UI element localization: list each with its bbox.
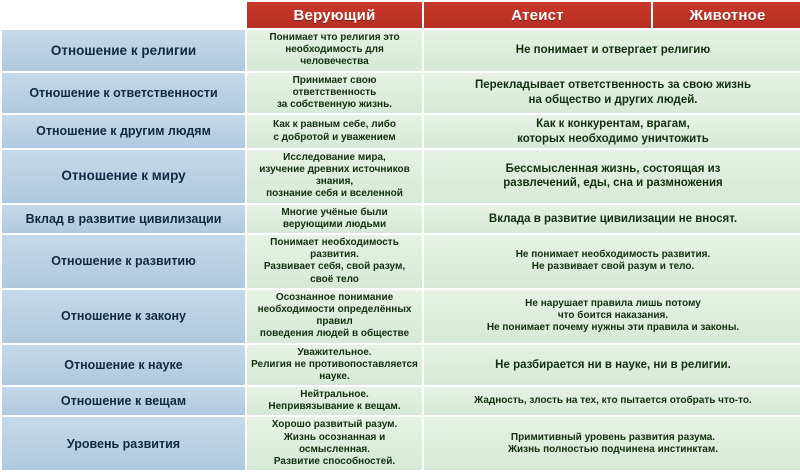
row-label: Отношение к вещам <box>2 387 245 415</box>
cell-line: Вклада в развитие цивилизации не вносят. <box>488 212 738 225</box>
table-body <box>2 30 800 470</box>
cell-atheist-animal <box>424 345 800 386</box>
row-label: Вклад в развитие цивилизации <box>2 205 245 233</box>
cell-line: верующими людьми <box>282 218 387 230</box>
table-row <box>2 150 800 203</box>
column-header-believer: Верующий <box>247 2 422 28</box>
cell-believer <box>247 115 422 148</box>
cell-atheist-animal <box>424 73 800 114</box>
cell-line: Развитие способностей. <box>273 456 396 467</box>
cell-line: Жадность, злость на тех, кто пытается отобрать что-то. <box>474 395 752 407</box>
cell-atheist-animal <box>424 30 800 71</box>
row-label: Отношение к науке <box>2 345 245 386</box>
cell-line: Не нарушает правила лишь потому <box>525 297 701 309</box>
cell-atheist-animal <box>424 417 800 470</box>
cell-line: Как к равным себе, либо <box>273 119 396 131</box>
cell-line: Хорошо развитый разум. <box>271 419 398 431</box>
cell-atheist-animal <box>424 115 800 148</box>
cell-line: Не понимает почему нужны эти правила и законы. <box>486 322 740 334</box>
column-header-atheist: Атеист <box>424 2 651 28</box>
cell-line: изучение древних источников знания, <box>259 164 410 188</box>
cell-line: Понимает необходимость развития. <box>270 237 399 261</box>
cell-atheist-animal <box>424 290 800 343</box>
cell-believer <box>247 417 422 470</box>
table-header <box>2 2 800 28</box>
table-row <box>2 290 800 343</box>
cell-line: Не развивает свой разум и тело. <box>531 261 695 273</box>
cell-line: Развивает себя, свой разум, своё тело <box>263 261 406 285</box>
row-label: Отношение к религии <box>2 30 245 71</box>
cell-line: Примитивный уровень развития разума. <box>510 431 716 443</box>
cell-line: Осознанное понимание <box>275 291 394 303</box>
cell-line: развлечений, еды, сна и размножения <box>503 177 723 190</box>
row-label: Отношение к закону <box>2 290 245 343</box>
table-row <box>2 345 800 386</box>
row-label: Отношение к другим людям <box>2 115 245 148</box>
cell-atheist-animal <box>424 235 800 288</box>
cell-line: необходимость для человечества <box>285 44 384 68</box>
cell-line: Как к конкурентам, врагам, <box>536 118 690 131</box>
cell-believer <box>247 73 422 114</box>
cell-line: которых необходимо уничтожить <box>517 132 709 145</box>
cell-believer <box>247 30 422 71</box>
cell-atheist-animal <box>424 150 800 203</box>
table-row <box>2 30 800 71</box>
cell-believer <box>247 345 422 386</box>
cell-believer <box>247 150 422 203</box>
cell-line: Религия не противопоставляется науке. <box>251 358 418 382</box>
cell-line: Многие учёные были <box>281 206 388 218</box>
cell-line: Бессмысленная жизнь, состоящая из <box>505 162 721 175</box>
column-header-animal: Животное <box>653 2 800 28</box>
row-label: Отношение к развитию <box>2 235 245 288</box>
cell-believer <box>247 387 422 415</box>
row-label: Отношение к миру <box>2 150 245 203</box>
cell-line: на общество и других людей. <box>528 93 698 106</box>
cell-line: Жизнь осознанная и осмысленная. <box>283 431 386 455</box>
table-row <box>2 115 800 148</box>
cell-line: Понимает что религия это <box>269 32 400 43</box>
table-row <box>2 417 800 470</box>
cell-line: Исследование мира, <box>283 151 386 163</box>
cell-line: Нейтральное. <box>300 389 369 401</box>
cell-believer <box>247 205 422 233</box>
cell-line: Принимает свою ответственность <box>292 74 377 98</box>
cell-line: за собственную жизнь. <box>276 98 393 110</box>
cell-line: Перекладывает ответственность за свою жизнь <box>474 79 752 92</box>
cell-line: с добротой и уважением <box>273 131 396 143</box>
table-row <box>2 205 800 233</box>
row-label: Отношение к ответственности <box>2 73 245 114</box>
table-header-row <box>2 2 800 28</box>
row-label: Уровень развития <box>2 417 245 470</box>
cell-atheist-animal <box>424 205 800 233</box>
cell-line: Жизнь полностью подчинена инстинктам. <box>507 443 719 455</box>
cell-believer <box>247 290 422 343</box>
table-row <box>2 387 800 415</box>
cell-atheist-animal <box>424 387 800 415</box>
cell-line: Уважительное. <box>297 346 372 358</box>
cell-line: необходимости определённых правил <box>257 303 412 328</box>
cell-line: познание себя и вселенной <box>266 188 403 200</box>
column-header-label <box>2 2 245 28</box>
table-row <box>2 73 800 114</box>
table-row <box>2 235 800 288</box>
cell-line: поведения людей в обществе <box>259 328 410 340</box>
cell-line: Не понимает и отвергает религию <box>515 44 711 57</box>
cell-line: Не разбирается ни в науке, ни в религии. <box>495 358 731 371</box>
cell-line: Непривязывание к вещам. <box>268 401 401 413</box>
cell-believer <box>247 235 422 288</box>
cell-line: что боится наказания. <box>557 310 669 322</box>
cell-line: Не понимает необходимость развития. <box>515 249 711 261</box>
